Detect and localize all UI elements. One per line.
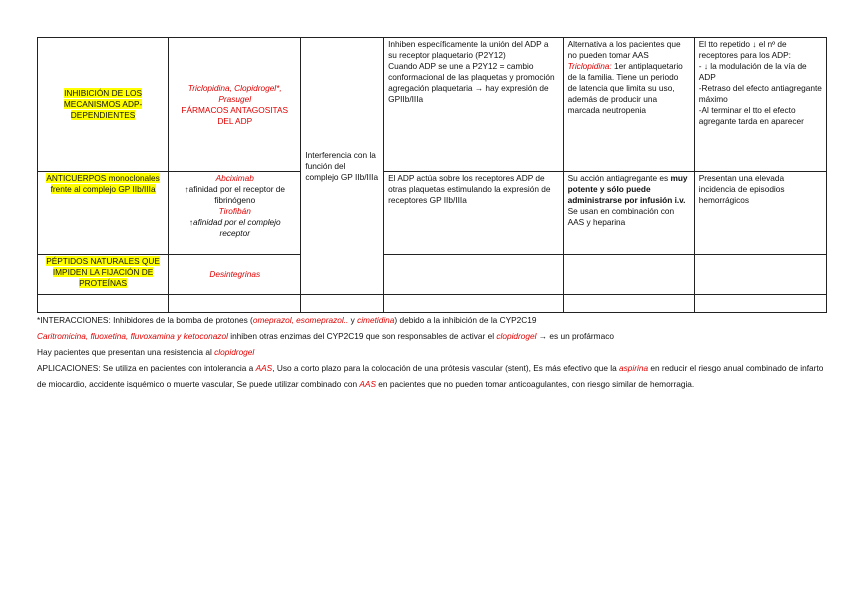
table-row (38, 38, 827, 172)
effects-cell (694, 172, 826, 255)
notes-text: 1er antiplaquetario de la familia. Tiene un periodo de latencia que limita su uso, además de producir una marcada neutropenia (567, 61, 683, 115)
drugs-cell (169, 172, 301, 255)
text: en pacientes que no pueden tomar anticoagulantes, con riesgo similar de hemorragia. (375, 379, 695, 389)
empty-cell (384, 295, 564, 313)
drugs-cell (169, 38, 301, 172)
table-row (38, 172, 827, 255)
mechanism-cell (38, 38, 169, 172)
drug-name: omeprazol, esomeprazol.. (252, 315, 349, 325)
notes-text: Alternativa a los pacientes que no pueden tomar AAS (567, 39, 681, 60)
notes-cell (563, 172, 694, 255)
drug-desc: ↑afinidad por el receptor de fibrinógeno (184, 184, 286, 205)
effects-line: -Retraso del efecto antiagregante máximo (698, 83, 822, 104)
empty-cell (301, 295, 384, 313)
notes-drug: Triclopidina: (567, 61, 612, 71)
empty-cell (38, 295, 169, 313)
function-text: Interferencia con la función del complejo GP IIb/IIIa (305, 149, 379, 182)
table-row (38, 255, 827, 295)
text: inhiben otras enzimas del CYP2C19 que son responsables de activar el (227, 331, 497, 341)
footnotes (37, 312, 827, 392)
empty-cell (169, 295, 301, 313)
notes-cell (563, 38, 694, 172)
drug-name: Desintegrinas (209, 269, 261, 279)
effects-line: El tto repetido ↓ el nº de receptores para los ADP: (698, 39, 791, 60)
text: → es un profármaco (536, 331, 614, 341)
empty-cell (563, 295, 694, 313)
effects-text: Presentan una elevada incidencia de episodios hemorrágicos (698, 173, 785, 205)
drug-name: clopidrogel (496, 331, 537, 341)
effects-cell (694, 38, 826, 172)
mechanism-cell (38, 255, 169, 295)
mechanism-label: PÉPTIDOS NATURALES QUE IMPIDEN LA FIJACIÓN DE PROTEÍNAS (46, 256, 160, 288)
notes-text: Se usan en combinación con AAS y heparina (567, 206, 675, 227)
drug-name: AAS (359, 379, 376, 389)
table-row-empty (38, 295, 827, 313)
drug-name: AAS (255, 363, 273, 373)
applications-paragraph (37, 360, 827, 392)
drug-name: clopidrogel (214, 347, 255, 357)
effects-line: - ↓ la modulación de la vía de ADP (698, 61, 807, 82)
empty-cell (384, 255, 564, 295)
drug-names: Caritromicina, fluoxetina, fluvoxamina y ketoconazol (37, 331, 228, 341)
action-cell (384, 172, 564, 255)
empty-cell (694, 295, 826, 313)
notes-text: Su acción antiagregante es (567, 173, 669, 183)
inhibitors-line (37, 328, 827, 344)
mechanism-label: ANTICUERPOS monoclonales frente al complejo GP IIb/IIIa (46, 173, 160, 194)
action-text: El ADP actúa sobre los receptores ADP de otras plaquetas estimulando la expresión de receptores GP IIb/IIIa (388, 173, 551, 205)
drug-names: Triclopidina, Clopidrogel*, Prasugel (187, 82, 282, 104)
drug-name: Tirofibán (218, 206, 251, 216)
text: *INTERACCIONES: Inhibidores de la bomba de protones ( (37, 315, 253, 325)
action-line: Inhiben específicamente la unión del ADP a su receptor plaquetario (P2Y12) (388, 39, 549, 60)
drug-desc: ↑afinidad por el complejo receptor (188, 217, 281, 238)
text: , Uso a corto plazo para la colocación de una prótesis vascular (stent), Es más efectivo que la (272, 363, 620, 373)
drug-class: FÁRMACOS ANTAGOSITAS DEL ADP (181, 104, 289, 126)
resistance-line (37, 344, 827, 360)
empty-cell (694, 255, 826, 295)
drug-name: aspirina (619, 363, 649, 373)
action-cell (384, 38, 564, 172)
drug-name: Abciximab (215, 173, 254, 183)
merged-function-cell (301, 38, 384, 295)
drugs-cell (169, 255, 301, 295)
interactions-line (37, 312, 827, 328)
mechanism-label: INHIBICIÓN DE LOS MECANISMOS ADP-DEPENDIENTES (63, 88, 143, 120)
text: y (348, 315, 358, 325)
text: ) debido a la inhibición de la CYP2C19 (394, 315, 537, 325)
text: en reducir el riesgo anual combinado de infarto de miocardio, accidente isquémico o muerte vascular, Se puede utilizar combinado con (37, 363, 824, 389)
text: Hay pacientes que presentan una resistencia al (37, 347, 215, 357)
empty-cell (563, 255, 694, 295)
action-line: Cuando ADP se une a P2Y12 = cambio conformacional de las plaquetas y promoción agregación plaquetaria → hay expresión de GPIIb/IIIa (388, 61, 555, 104)
notes-bold: muy potente y sólo puede administrarse por infusión i.v. (567, 173, 688, 205)
drug-name: cimetidina (357, 315, 395, 325)
text: APLICACIONES: Se utiliza en pacientes con intolerancia a (37, 363, 256, 373)
drug-table (37, 37, 827, 313)
effects-line: -Al terminar el tto el efecto agregante tarda en aparecer (698, 105, 804, 126)
mechanism-cell (38, 172, 169, 255)
